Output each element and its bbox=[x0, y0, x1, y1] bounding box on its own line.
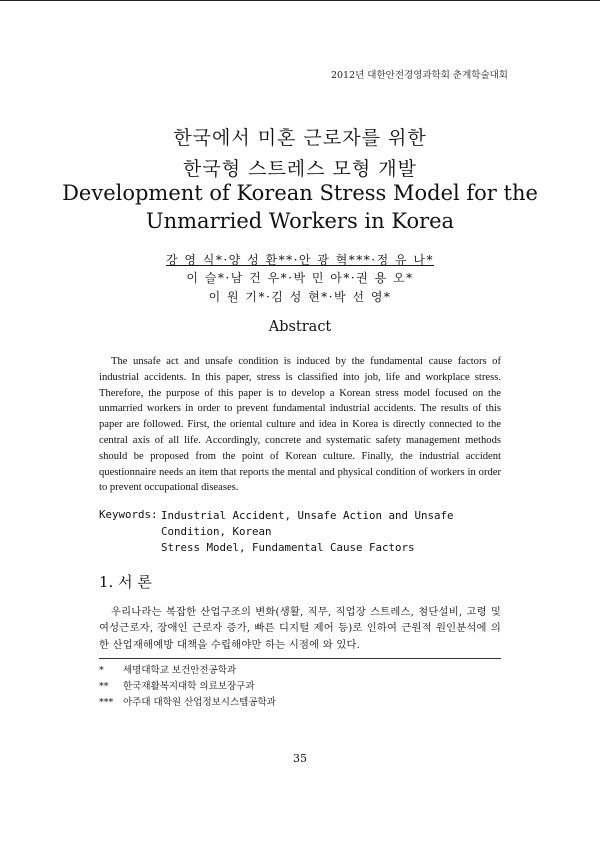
title-english-line2: Unmarried Workers in Korea bbox=[145, 209, 455, 233]
footnote-text: 아주대 대학원 산업정보시스템공학과 bbox=[123, 697, 276, 708]
footnote-text: 한국재활복지대학 의료보장구과 bbox=[123, 681, 255, 692]
authors-line2: 이 슬*·남 건 우*·박 민 아*·권 용 오* bbox=[186, 271, 414, 285]
authors-line3: 이 원 기*·김 성 현*·박 선 영* bbox=[208, 290, 392, 304]
footnote bbox=[99, 694, 276, 708]
keywords-text bbox=[161, 508, 503, 556]
authors-line1-text: 강 영 식*·양 성 환**·안 광 혁***·정 유 나* bbox=[165, 253, 435, 267]
footnote-mark: * bbox=[99, 665, 104, 676]
abstract-body: The unsafe act and unsafe condition is induced by the fundamental cause factors of industrial accidents. In this paper, stress is classified into job, life and workplace stress. Therefore, the purpose of this paper is to develop a Korean stress model focused on the unmarried workers in order to prevent fundamental industrial accidents. The results of this paper are followed. First, the oriental culture and idea in Korea is directly connected to the central axis of all life. Accordingly, concrete and systematic safety management methods should be proposed from the point of Korean culture. Finally, the industrial accident questionnaire needs an item that reports the mental and physical condition of workers in order to prevent occupational diseases. bbox=[99, 356, 501, 494]
keywords-line2: Stress Model, Fundamental Cause Factors bbox=[161, 541, 415, 554]
footnote bbox=[99, 678, 255, 692]
footnote bbox=[99, 662, 236, 676]
running-header: 2012년 대한안전경영과학회 춘계학술대회 bbox=[330, 70, 508, 81]
keywords-label: Keywords: bbox=[99, 508, 158, 521]
section-title: 1. 서 론 bbox=[99, 573, 152, 591]
footnote-text: 세명대학교 보건안전공학과 bbox=[123, 665, 237, 676]
section-body: 우리나라는 복잡한 산업구조의 변화(생활, 직무, 직업장 스트레스, 첨단설비, 고령 및 여성근로자, 장애인 근로자 증가, 빠른 디지털 제어 등)로 인하여 근원적 원인분석에 의한 산업재해예방 대책을 수립해야만 하는 시점에 와 있다. bbox=[99, 606, 501, 651]
title-english-line1: Development of Korean Stress Model for the bbox=[62, 181, 538, 205]
footnote-divider bbox=[99, 658, 501, 659]
title-korean-line1: 한국에서 미혼 근로자를 위한 bbox=[173, 127, 427, 149]
footnote-mark: *** bbox=[99, 697, 114, 708]
title-korean-line2: 한국형 스트레스 모형 개발 bbox=[182, 158, 417, 180]
page-number: 35 bbox=[293, 752, 307, 765]
footnote-mark: ** bbox=[99, 681, 109, 692]
authors-line1 bbox=[0, 251, 600, 268]
keywords-line1: Industrial Accident, Unsafe Action and Unsafe Condition, Korean bbox=[161, 509, 454, 538]
abstract-heading: Abstract bbox=[268, 319, 332, 335]
